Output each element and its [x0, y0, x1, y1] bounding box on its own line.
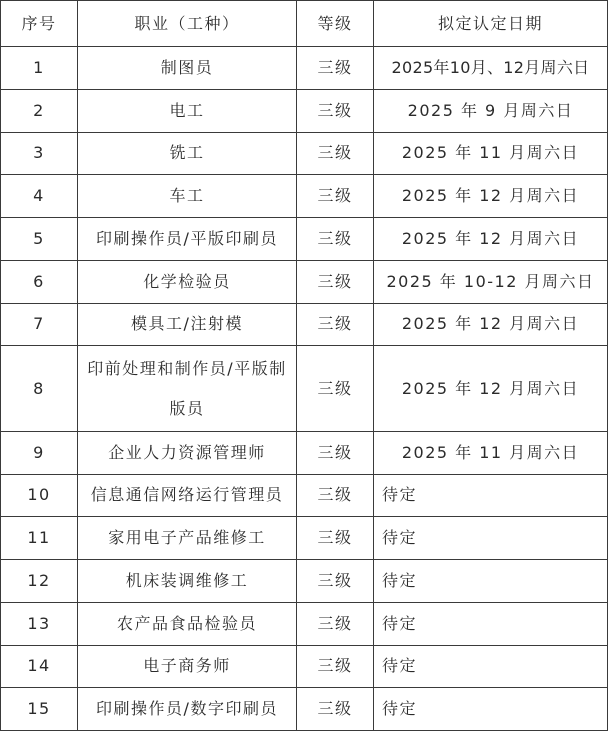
cell-date: 2025年10月、12月周六日	[374, 47, 608, 90]
cell-level: 三级	[297, 560, 374, 603]
cell-occupation: 家用电子产品维修工	[78, 517, 297, 560]
table-row	[1, 303, 608, 346]
cell-date: 待定	[374, 560, 608, 603]
cell-occupation: 电工	[78, 89, 297, 132]
header-date: 拟定认定日期	[374, 1, 608, 47]
header-occupation: 职业（工种）	[78, 1, 297, 47]
cell-occupation: 农产品食品检验员	[78, 602, 297, 645]
cell-no: 13	[1, 602, 78, 645]
cell-no: 9	[1, 431, 78, 474]
table-row	[1, 645, 608, 688]
cell-no: 7	[1, 303, 78, 346]
cell-level: 三级	[297, 645, 374, 688]
cell-date: 待定	[374, 602, 608, 645]
cell-level: 三级	[297, 175, 374, 218]
table-row	[1, 602, 608, 645]
cell-level: 三级	[297, 132, 374, 175]
cell-no: 3	[1, 132, 78, 175]
table-header-row	[1, 1, 608, 47]
cell-date: 2025 年 10-12 月周六日	[374, 260, 608, 303]
table-row	[1, 89, 608, 132]
cell-occupation: 印刷操作员/平版印刷员	[78, 218, 297, 261]
cell-level: 三级	[297, 218, 374, 261]
table-row	[1, 132, 608, 175]
cell-level: 三级	[297, 89, 374, 132]
table-row	[1, 560, 608, 603]
cell-occupation: 铣工	[78, 132, 297, 175]
cell-occupation: 印刷操作员/数字印刷员	[78, 688, 297, 731]
cell-no: 12	[1, 560, 78, 603]
cell-no: 5	[1, 218, 78, 261]
cell-date: 2025 年 12 月周六日	[374, 175, 608, 218]
cell-occupation: 制图员	[78, 47, 297, 90]
header-level: 等级	[297, 1, 374, 47]
cell-date: 2025 年 11 月周六日	[374, 132, 608, 175]
cell-occupation: 车工	[78, 175, 297, 218]
cell-level: 三级	[297, 517, 374, 560]
cell-date: 2025 年 11 月周六日	[374, 431, 608, 474]
table-row	[1, 47, 608, 90]
cell-no: 11	[1, 517, 78, 560]
cell-no: 4	[1, 175, 78, 218]
cell-level: 三级	[297, 688, 374, 731]
header-no: 序号	[1, 1, 78, 47]
cell-date: 2025 年 12 月周六日	[374, 218, 608, 261]
cell-no: 10	[1, 474, 78, 517]
cell-level: 三级	[297, 431, 374, 474]
cell-occupation: 化学检验员	[78, 260, 297, 303]
cell-occupation: 印前处理和制作员/平版制版员	[78, 346, 297, 432]
cell-level: 三级	[297, 260, 374, 303]
cell-date: 待定	[374, 645, 608, 688]
cell-level: 三级	[297, 303, 374, 346]
cell-no: 8	[1, 346, 78, 432]
table-row	[1, 260, 608, 303]
table-row	[1, 517, 608, 560]
cell-date: 2025 年 12 月周六日	[374, 303, 608, 346]
cell-no: 15	[1, 688, 78, 731]
cell-no: 6	[1, 260, 78, 303]
cell-level: 三级	[297, 47, 374, 90]
cell-occupation: 电子商务师	[78, 645, 297, 688]
cell-level: 三级	[297, 346, 374, 432]
table-row	[1, 688, 608, 731]
cell-no: 14	[1, 645, 78, 688]
cell-occupation: 企业人力资源管理师	[78, 431, 297, 474]
cell-date: 待定	[374, 517, 608, 560]
cell-occupation: 信息通信网络运行管理员	[78, 474, 297, 517]
table-row	[1, 175, 608, 218]
cell-no: 1	[1, 47, 78, 90]
cell-date: 待定	[374, 474, 608, 517]
cell-date: 待定	[374, 688, 608, 731]
table-row	[1, 431, 608, 474]
cell-date: 2025 年 9 月周六日	[374, 89, 608, 132]
table-row	[1, 218, 608, 261]
cell-level: 三级	[297, 602, 374, 645]
cell-occupation: 模具工/注射模	[78, 303, 297, 346]
table-row	[1, 474, 608, 517]
table-row	[1, 346, 608, 432]
cell-level: 三级	[297, 474, 374, 517]
cell-no: 2	[1, 89, 78, 132]
cell-occupation: 机床装调维修工	[78, 560, 297, 603]
cell-date: 2025 年 12 月周六日	[374, 346, 608, 432]
